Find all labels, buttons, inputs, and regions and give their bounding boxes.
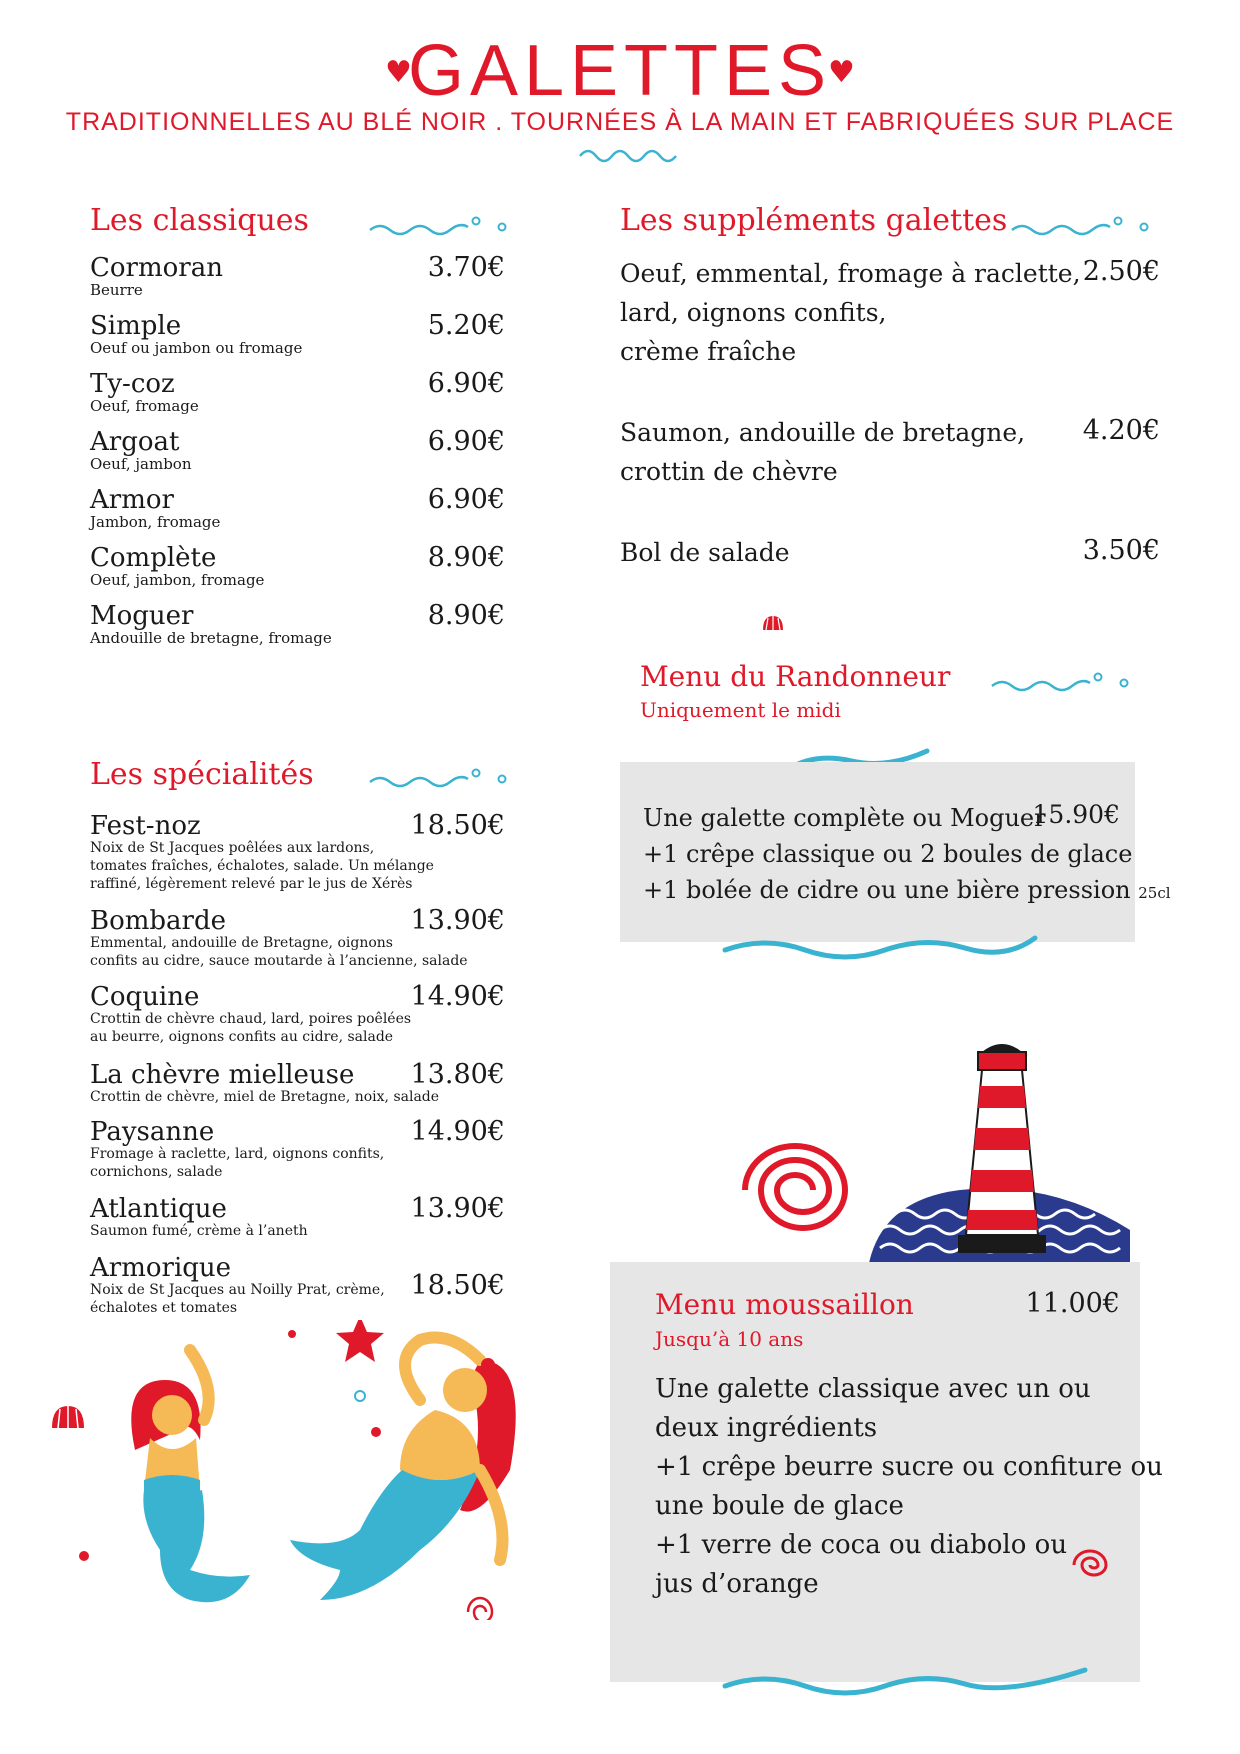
wave-decoration: [720, 930, 1040, 970]
unit-label: 25cl: [1138, 884, 1171, 902]
randonneur-line: Une galette complète ou Moguer: [643, 804, 1046, 832]
shell-icon: [52, 1406, 84, 1428]
spiral-icon: [468, 1598, 492, 1620]
heart-icon: ♥: [385, 55, 412, 90]
starfish-icon: [336, 1320, 384, 1362]
moussaillon-line: deux ingrédients: [655, 1413, 878, 1443]
lighthouse-illustration: [720, 1030, 1140, 1280]
moussaillon-line: jus d’orange: [655, 1569, 819, 1599]
wave-decoration: [990, 668, 1140, 698]
mermaids-illustration: [40, 1320, 560, 1620]
page-subtitle: TRADITIONNELLES AU BLÉ NOIR . TOURNÉES À LA MAIN ET FABRIQUÉES SUR PLACE: [65, 108, 1175, 136]
moussaillon-line: +1 crêpe beurre sucre ou confiture ou: [655, 1452, 1163, 1482]
randonneur-title: Menu du Randonneur: [640, 660, 951, 693]
page-title: GALETTES: [407, 31, 833, 111]
randonneur-line: +1 bolée de cidre ou une bière pression 25cl: [643, 876, 1171, 904]
randonneur-line: +1 crêpe classique ou 2 boules de glace: [643, 840, 1133, 868]
moussaillon-line: Une galette classique avec un ou: [655, 1374, 1091, 1404]
wave-decoration: [368, 212, 518, 242]
randonneur-subtitle: Uniquement le midi: [640, 698, 841, 722]
spiral-icon: [1068, 1545, 1112, 1585]
randonneur-price: 15.90€: [1032, 800, 1120, 829]
shell-icon: [760, 612, 786, 638]
spiral-icon: [745, 1146, 845, 1228]
moussaillon-line: une boule de glace: [655, 1491, 904, 1521]
wave-decoration: [720, 1660, 1100, 1710]
section-title-specialites: Les spécialités: [90, 757, 314, 792]
mermaid-illustration: [290, 1338, 516, 1601]
moussaillon-title: Menu moussaillon: [655, 1288, 914, 1321]
wave-decoration: [1010, 212, 1160, 242]
wave-decoration: [368, 764, 518, 794]
wave-decoration: [575, 138, 685, 168]
moussaillon-line: +1 verre de coca ou diabolo ou: [655, 1530, 1068, 1560]
moussaillon-subtitle: Jusqu’à 10 ans: [655, 1327, 804, 1351]
heart-icon: ♥: [828, 55, 855, 90]
section-title-classiques: Les classiques: [90, 203, 309, 238]
section-title-supplements: Les suppléments galettes: [620, 203, 1008, 238]
moussaillon-price: 11.00€: [1025, 1288, 1120, 1319]
mermaid-illustration: [131, 1350, 250, 1602]
